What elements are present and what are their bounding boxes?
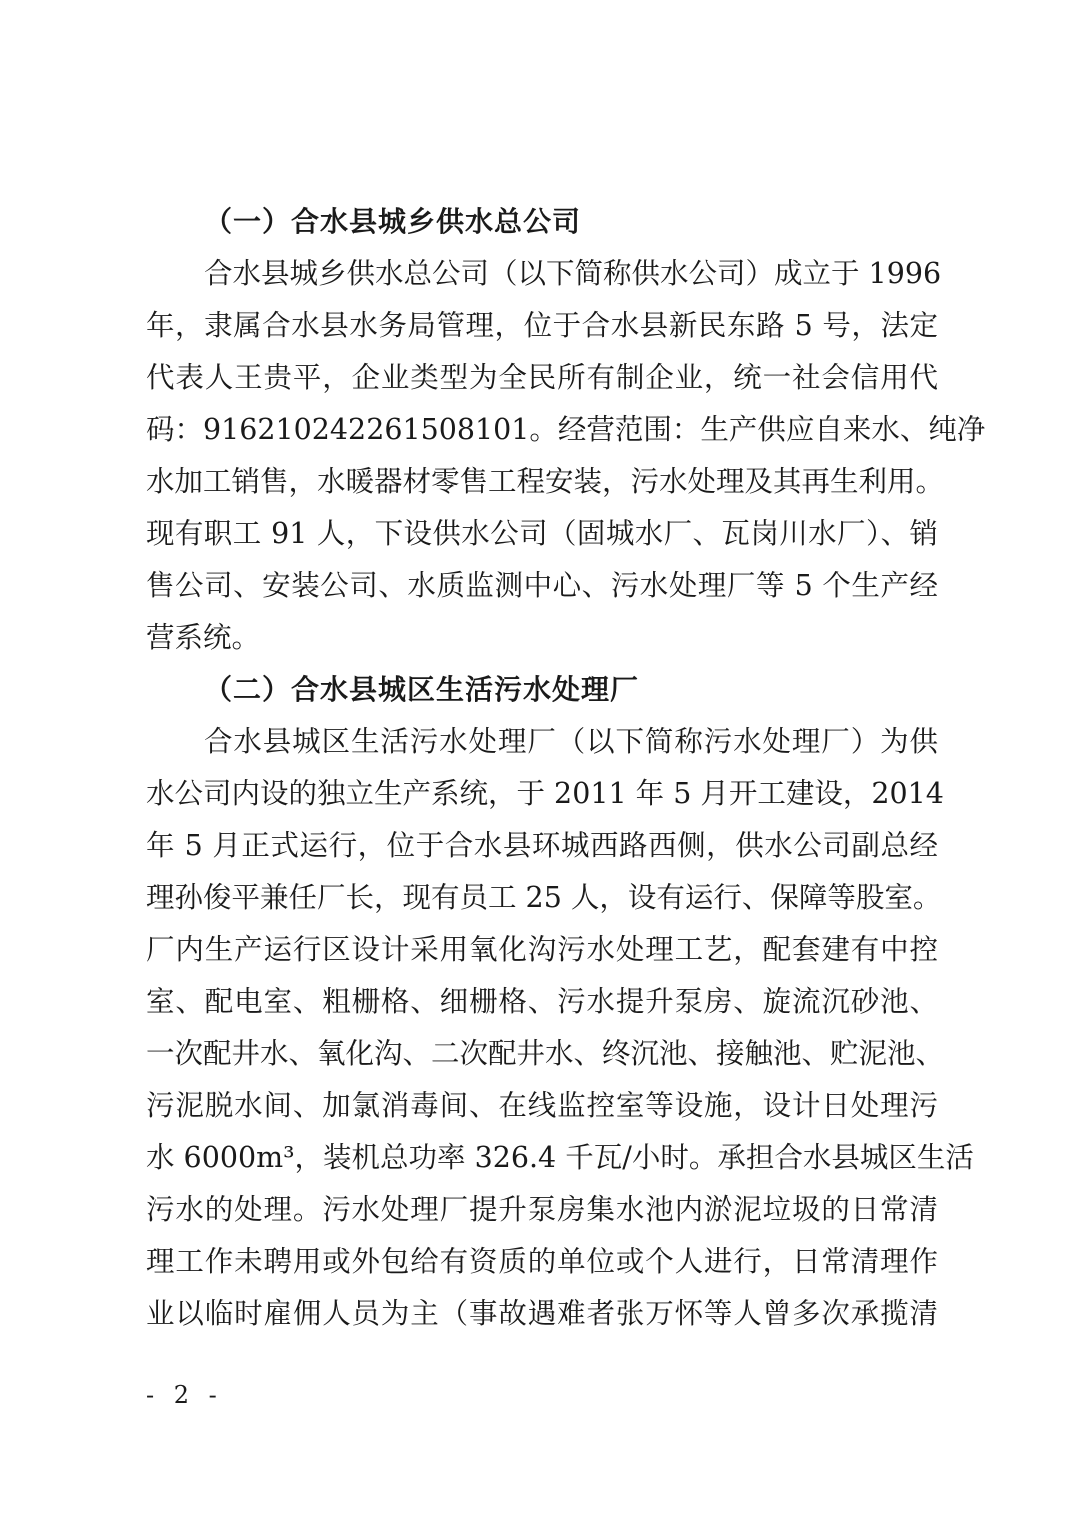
paragraph-line: 理孙俊平兼任厂长，现有员工 25 人，设有运行、保障等股室。 — [146, 881, 942, 914]
page-number: - 2 - — [146, 1381, 223, 1409]
paragraph-line: 代表人王贵平，企业类型为全民所有制企业，统一社会信用代 — [146, 361, 938, 394]
paragraph-line: 售公司、安装公司、水质监测中心、污水处理厂等 5 个生产经 — [146, 569, 938, 602]
paragraph-line: 水公司内设的独立生产系统，于 2011 年 5 月开工建设，2014 — [146, 777, 944, 810]
section-heading-1: （一）合水县城乡供水总公司 — [204, 205, 582, 238]
paragraph-line: 理工作未聘用或外包给有资质的单位或个人进行，日常清理作 — [146, 1245, 938, 1278]
paragraph-line: 污水的处理。污水处理厂提升泵房集水池内淤泥垃圾的日常清 — [146, 1193, 938, 1226]
paragraph-line: 年，隶属合水县水务局管理，位于合水县新民东路 5 号，法定 — [146, 309, 938, 342]
paragraph-line: 厂内生产运行区设计采用氧化沟污水处理工艺，配套建有中控 — [146, 933, 938, 966]
document-body — [146, 196, 986, 1340]
paragraph-line: 一次配井水、氧化沟、二次配井水、终沉池、接触池、贮泥池、 — [146, 1037, 945, 1070]
paragraph-line: 码：916210242261508101。经营范围：生产供应自来水、纯净 — [146, 413, 986, 446]
paragraph-line: 污泥脱水间、加氯消毒间、在线监控室等设施，设计日处理污 — [146, 1089, 938, 1122]
paragraph-line: 合水县城区生活污水处理厂（以下简称污水处理厂）为供 — [204, 725, 938, 758]
paragraph-line: 合水县城乡供水总公司（以下简称供水公司）成立于 1996 — [204, 257, 942, 290]
paragraph-line: 年 5 月正式运行，位于合水县环城西路西侧，供水公司副总经 — [146, 829, 938, 862]
paragraph-line: 营系统。 — [146, 621, 261, 654]
paragraph-line: 水 6000m³，装机总功率 326.4 千瓦/小时。承担合水县城区生活 — [146, 1141, 974, 1174]
paragraph-line: 水加工销售，水暖器材零售工程安装，污水处理及其再生利用。 — [146, 465, 945, 498]
paragraph-line: 业以临时雇佣人员为主（事故遇难者张万怀等人曾多次承揽清 — [146, 1297, 938, 1330]
paragraph-line: 现有职工 91 人，下设供水公司（固城水厂、瓦岗川水厂）、销 — [146, 517, 938, 550]
section-heading-2: （二）合水县城区生活污水处理厂 — [204, 673, 640, 706]
paragraph-line: 室、配电室、粗栅格、细栅格、污水提升泵房、旋流沉砂池、 — [146, 985, 938, 1018]
